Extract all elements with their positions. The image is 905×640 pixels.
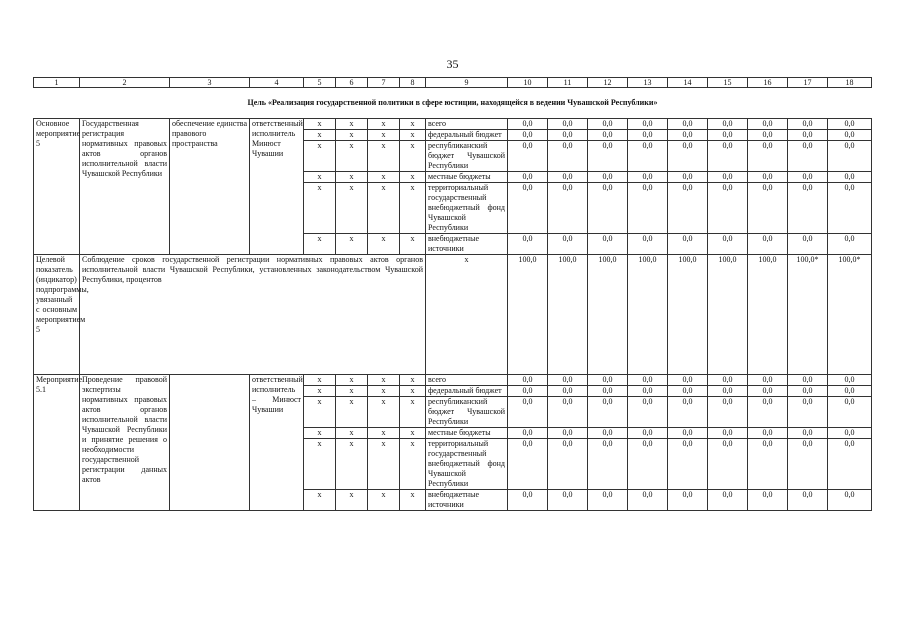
value-cell: 0,0: [788, 428, 828, 439]
value-cell: 0,0: [628, 130, 668, 141]
value-cell: 0,0: [788, 490, 828, 511]
code-cell: х: [336, 386, 368, 397]
column-number: 4: [250, 78, 304, 88]
code-cell: х: [336, 375, 368, 386]
column-number-row: [34, 78, 872, 88]
indicator-value: 100,0*: [828, 255, 872, 375]
event51-name: Проведение правовой экспертизы нормативных правовых актов органов исполнительной власти Чувашской Республики и принятие решения о необходимости государственной регистрации данных актов: [80, 375, 170, 511]
source-label: всего: [426, 119, 508, 130]
value-cell: 0,0: [748, 172, 788, 183]
value-cell: 0,0: [708, 428, 748, 439]
indicator-value: 100,0: [628, 255, 668, 375]
indicator-label: Целевой показатель (индикатор) подпрограммы, увязанный с основным мероприятием 5: [34, 255, 80, 375]
value-cell: 0,0: [788, 183, 828, 234]
value-cell: 0,0: [628, 234, 668, 255]
code-cell: х: [304, 439, 336, 490]
source-label: местные бюджеты: [426, 428, 508, 439]
code-cell: х: [304, 490, 336, 511]
event5-goal-link: обеспечение единства правового пространства: [170, 119, 250, 255]
value-cell: 0,0: [748, 119, 788, 130]
value-cell: 0,0: [628, 428, 668, 439]
source-label: территориальный государственный внебюджетный фонд Чувашской Республики: [426, 183, 508, 234]
code-cell: х: [400, 386, 426, 397]
code-cell: х: [368, 172, 400, 183]
value-cell: 0,0: [508, 386, 548, 397]
column-number: 17: [788, 78, 828, 88]
source-label: федеральный бюджет: [426, 386, 508, 397]
value-cell: 0,0: [588, 141, 628, 172]
value-cell: 0,0: [548, 428, 588, 439]
value-cell: 0,0: [508, 428, 548, 439]
value-cell: 0,0: [548, 439, 588, 490]
value-cell: 0,0: [508, 375, 548, 386]
value-cell: 0,0: [828, 141, 872, 172]
value-cell: 0,0: [668, 234, 708, 255]
event5-executor: ответственный исполнитель Минюст Чувашии: [250, 119, 304, 255]
code-cell: х: [304, 234, 336, 255]
value-cell: 0,0: [588, 490, 628, 511]
code-cell: х: [368, 141, 400, 172]
indicator-value: 100,0: [588, 255, 628, 375]
value-cell: 0,0: [708, 183, 748, 234]
value-cell: 0,0: [708, 439, 748, 490]
value-cell: 0,0: [788, 234, 828, 255]
value-cell: 0,0: [548, 397, 588, 428]
value-cell: 0,0: [748, 490, 788, 511]
code-cell: х: [336, 397, 368, 428]
value-cell: 0,0: [588, 439, 628, 490]
code-cell: х: [304, 386, 336, 397]
value-cell: 0,0: [708, 490, 748, 511]
code-cell: х: [400, 428, 426, 439]
value-cell: 0,0: [588, 234, 628, 255]
value-cell: 0,0: [828, 386, 872, 397]
value-cell: 0,0: [508, 172, 548, 183]
code-cell: х: [368, 397, 400, 428]
indicator-value: 100,0: [548, 255, 588, 375]
indicator-name: Соблюдение сроков государственной регистрации нормативных правовых актов органов исполнительной власти Чувашской Республики, установленных законодательством Чувашской Республики, процентов: [80, 255, 426, 375]
event5-status: Основное мероприятие 5: [34, 119, 80, 255]
value-cell: 0,0: [828, 234, 872, 255]
column-number: 8: [400, 78, 426, 88]
value-cell: 0,0: [588, 386, 628, 397]
code-cell: х: [336, 490, 368, 511]
value-cell: 0,0: [628, 172, 668, 183]
value-cell: 0,0: [628, 397, 668, 428]
code-cell: х: [368, 119, 400, 130]
value-cell: 0,0: [628, 439, 668, 490]
value-cell: 0,0: [748, 386, 788, 397]
column-number: 3: [170, 78, 250, 88]
source-label: федеральный бюджет: [426, 130, 508, 141]
indicator-value: 100,0*: [788, 255, 828, 375]
code-cell: х: [368, 183, 400, 234]
value-cell: 0,0: [708, 119, 748, 130]
value-cell: 0,0: [788, 130, 828, 141]
code-cell: х: [368, 130, 400, 141]
value-cell: 0,0: [508, 130, 548, 141]
code-cell: х: [400, 490, 426, 511]
value-cell: 0,0: [548, 386, 588, 397]
event5-row-total: [34, 119, 872, 130]
source-label: территориальный государственный внебюджетный фонд Чувашской Республики: [426, 439, 508, 490]
value-cell: 0,0: [548, 172, 588, 183]
value-cell: 0,0: [668, 130, 708, 141]
code-cell: х: [368, 490, 400, 511]
code-cell: х: [368, 439, 400, 490]
code-cell: х: [400, 234, 426, 255]
column-number: 16: [748, 78, 788, 88]
value-cell: 0,0: [628, 183, 668, 234]
value-cell: 0,0: [588, 130, 628, 141]
value-cell: 0,0: [828, 172, 872, 183]
code-cell: х: [400, 130, 426, 141]
event51-status: Мероприятие 5.1: [34, 375, 80, 511]
value-cell: 0,0: [508, 234, 548, 255]
source-label: внебюджетные источники: [426, 234, 508, 255]
value-cell: 0,0: [828, 490, 872, 511]
value-cell: 0,0: [788, 141, 828, 172]
code-cell: х: [336, 439, 368, 490]
event51-executor: ответственный исполнитель – Минюст Чувашии: [250, 375, 304, 511]
code-cell: х: [400, 397, 426, 428]
value-cell: 0,0: [708, 234, 748, 255]
code-cell: х: [336, 234, 368, 255]
value-cell: 0,0: [788, 439, 828, 490]
value-cell: 0,0: [748, 183, 788, 234]
code-cell: х: [304, 397, 336, 428]
value-cell: 0,0: [508, 183, 548, 234]
column-number: 11: [548, 78, 588, 88]
value-cell: 0,0: [588, 183, 628, 234]
event51-goal-link: [170, 375, 250, 511]
value-cell: 0,0: [828, 119, 872, 130]
code-cell: х: [400, 172, 426, 183]
program-table: [33, 77, 872, 511]
code-cell: х: [368, 428, 400, 439]
value-cell: 0,0: [668, 183, 708, 234]
value-cell: 0,0: [828, 375, 872, 386]
value-cell: 0,0: [628, 375, 668, 386]
value-cell: 0,0: [788, 375, 828, 386]
code-cell: х: [304, 141, 336, 172]
value-cell: 0,0: [668, 119, 708, 130]
value-cell: 0,0: [828, 428, 872, 439]
value-cell: 0,0: [708, 130, 748, 141]
code-cell: х: [304, 428, 336, 439]
value-cell: 0,0: [708, 141, 748, 172]
value-cell: 0,0: [548, 183, 588, 234]
value-cell: 0,0: [668, 375, 708, 386]
code-cell: х: [368, 234, 400, 255]
value-cell: 0,0: [788, 172, 828, 183]
column-number: 7: [368, 78, 400, 88]
value-cell: 0,0: [748, 428, 788, 439]
value-cell: 0,0: [588, 375, 628, 386]
value-cell: 0,0: [588, 428, 628, 439]
code-cell: х: [400, 375, 426, 386]
value-cell: 0,0: [508, 397, 548, 428]
column-number: 2: [80, 78, 170, 88]
column-number: 10: [508, 78, 548, 88]
code-cell: х: [400, 183, 426, 234]
code-cell: х: [336, 130, 368, 141]
value-cell: 0,0: [828, 397, 872, 428]
event5-name: Государственная регистрация нормативных правовых актов органов исполнительной власти Чувашской Республики: [80, 119, 170, 255]
source-label: всего: [426, 375, 508, 386]
value-cell: 0,0: [748, 439, 788, 490]
indicator-value: 100,0: [508, 255, 548, 375]
column-number: 14: [668, 78, 708, 88]
code-cell: х: [336, 141, 368, 172]
value-cell: 0,0: [548, 130, 588, 141]
source-label: республиканский бюджет Чувашской Республики: [426, 397, 508, 428]
value-cell: 0,0: [588, 172, 628, 183]
column-number: 15: [708, 78, 748, 88]
value-cell: 0,0: [668, 428, 708, 439]
indicator-value: 100,0: [668, 255, 708, 375]
goal-row: [34, 88, 872, 119]
value-cell: 0,0: [548, 490, 588, 511]
value-cell: 0,0: [748, 397, 788, 428]
value-cell: 0,0: [508, 490, 548, 511]
code-cell: х: [336, 428, 368, 439]
code-cell: х: [368, 386, 400, 397]
value-cell: 0,0: [548, 375, 588, 386]
value-cell: 0,0: [748, 130, 788, 141]
value-cell: 0,0: [628, 141, 668, 172]
code-cell: х: [336, 183, 368, 234]
indicator-mark: х: [426, 255, 508, 375]
code-cell: х: [368, 375, 400, 386]
value-cell: 0,0: [508, 439, 548, 490]
column-number: 18: [828, 78, 872, 88]
value-cell: 0,0: [588, 397, 628, 428]
indicator-value: 100,0: [748, 255, 788, 375]
code-cell: х: [400, 141, 426, 172]
value-cell: 0,0: [788, 386, 828, 397]
value-cell: 0,0: [828, 130, 872, 141]
code-cell: х: [336, 119, 368, 130]
indicator-value: 100,0: [708, 255, 748, 375]
code-cell: х: [304, 172, 336, 183]
value-cell: 0,0: [748, 375, 788, 386]
value-cell: 0,0: [668, 439, 708, 490]
source-label: местные бюджеты: [426, 172, 508, 183]
indicator-row: [34, 255, 872, 375]
value-cell: 0,0: [508, 141, 548, 172]
column-number: 1: [34, 78, 80, 88]
source-label: внебюджетные источники: [426, 490, 508, 511]
event51-row-total: [34, 375, 872, 386]
value-cell: 0,0: [708, 172, 748, 183]
page-number: 35: [446, 57, 459, 71]
value-cell: 0,0: [708, 397, 748, 428]
value-cell: 0,0: [668, 490, 708, 511]
code-cell: х: [304, 130, 336, 141]
value-cell: 0,0: [668, 386, 708, 397]
column-number: 9: [426, 78, 508, 88]
column-number: 6: [336, 78, 368, 88]
value-cell: 0,0: [628, 386, 668, 397]
value-cell: 0,0: [588, 119, 628, 130]
column-number: 13: [628, 78, 668, 88]
value-cell: 0,0: [548, 119, 588, 130]
code-cell: х: [400, 439, 426, 490]
value-cell: 0,0: [628, 119, 668, 130]
column-number: 12: [588, 78, 628, 88]
code-cell: х: [304, 119, 336, 130]
value-cell: 0,0: [668, 397, 708, 428]
value-cell: 0,0: [788, 119, 828, 130]
goal-text: Цель «Реализация государственной политики в сфере юстиции, находящейся в ведении Чувашской Республики»: [34, 88, 872, 119]
value-cell: 0,0: [708, 375, 748, 386]
code-cell: х: [304, 375, 336, 386]
column-number: 5: [304, 78, 336, 88]
code-cell: х: [400, 119, 426, 130]
source-label: республиканский бюджет Чувашской Республики: [426, 141, 508, 172]
value-cell: 0,0: [828, 183, 872, 234]
value-cell: 0,0: [828, 439, 872, 490]
value-cell: 0,0: [548, 141, 588, 172]
value-cell: 0,0: [788, 397, 828, 428]
value-cell: 0,0: [508, 119, 548, 130]
value-cell: 0,0: [628, 490, 668, 511]
value-cell: 0,0: [548, 234, 588, 255]
value-cell: 0,0: [668, 172, 708, 183]
code-cell: х: [336, 172, 368, 183]
value-cell: 0,0: [748, 234, 788, 255]
value-cell: 0,0: [708, 386, 748, 397]
code-cell: х: [304, 183, 336, 234]
value-cell: 0,0: [748, 141, 788, 172]
value-cell: 0,0: [668, 141, 708, 172]
